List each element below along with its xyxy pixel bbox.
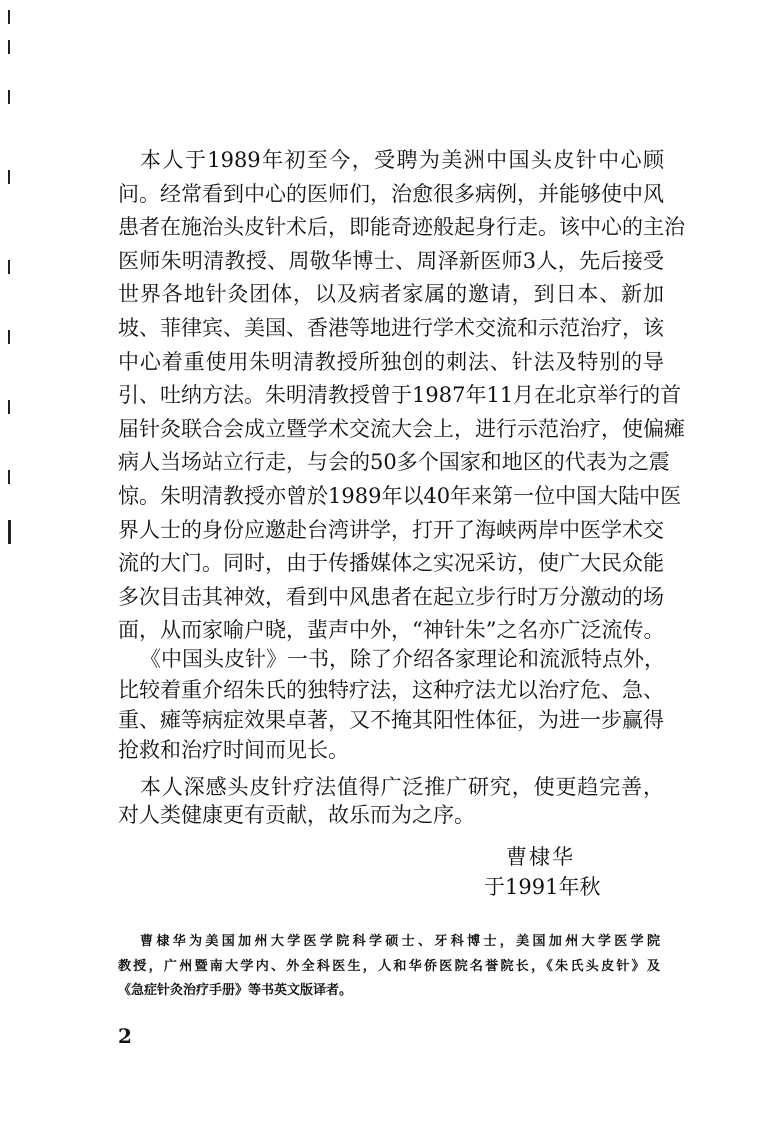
text-line: 比较着重介绍朱氏的独特疗法，这种疗法尤以治疗危、急、 [118,678,664,702]
text-line: 抢救和治疗时间而见长。 [118,738,349,762]
text-line: 流的大门。同时，由于传播媒体之实况采访，使广大民众能 [118,551,664,575]
text-line: 坡、菲律宾、美国、香港等地进行学术交流和示范治疗，该 [118,316,664,340]
text-line: 问。经常看到中心的医师们，治愈很多病例，并能够使中风 [118,182,664,206]
text-line: 世界各地针灸团体，以及病者家属的邀请，到日本、新加 [118,282,664,306]
text-line: 《中国头皮针》一书，除了介绍各家理论和流派特点外， [140,647,665,671]
text-line: 面，从而家喻户晓，蜚声中外，“神针朱”之名亦广泛流传。 [118,618,665,642]
text-line: 惊。朱明清教授亦曾於1989年以40年来第一位中国大陆中医 [118,484,682,508]
text-line: 引、吐纳方法。朱明清教授曾于1987年11月在北京举行的首 [118,383,682,407]
text-line: 本人深感头皮针疗法值得广泛推广研究，使更趋完善， [140,775,664,799]
text-line: 对人类健康更有贡献，故乐而为之序。 [118,803,475,827]
text-line: 本人于1989年初至今，受聘为美洲中国头皮针中心顾 [140,148,664,172]
text-line: 届针灸联合会成立暨学术交流大会上，进行示范治疗，使偏瘫 [118,417,685,441]
footnote-line: 曹棣华为美国加州大学医学院科学硕士、牙科博士，美国加州大学医学院 [140,934,660,949]
footnote-line: 教授，广州暨南大学内、外全科医生，人和华侨医院名誉院长，《朱氏头皮针》及 [118,959,660,974]
text-line: 多次目击其神效，看到中风患者在起立步行时万分激动的场 [118,585,664,609]
text-line: 病人当场站立行走，与会的50多个国家和地区的代表为之震 [118,450,670,474]
signature-date: 于1991年秋 [484,875,601,899]
text-line: 中心着重使用朱明清教授所独创的刺法、针法及特别的导 [118,350,664,374]
text-line: 界人士的身份应邀赴台湾讲学，打开了海峡两岸中医学术交 [118,518,664,542]
page-number: 2 [118,1024,132,1048]
footnote-line: 《急症针灸治疗手册》等书英文版译者。 [118,983,353,998]
text-line: 患者在施治头皮针术后，即能奇迹般起身行走。该中心的主治 [118,215,685,239]
signature-name: 曹棣华 [506,845,575,869]
text-line: 重、瘫等病症效果卓著，又不掩其阳性体征，为进一步赢得 [118,708,664,732]
text-line: 医师朱明清教授、周敬华博士、周泽新医师3人，先后接受 [118,249,664,273]
